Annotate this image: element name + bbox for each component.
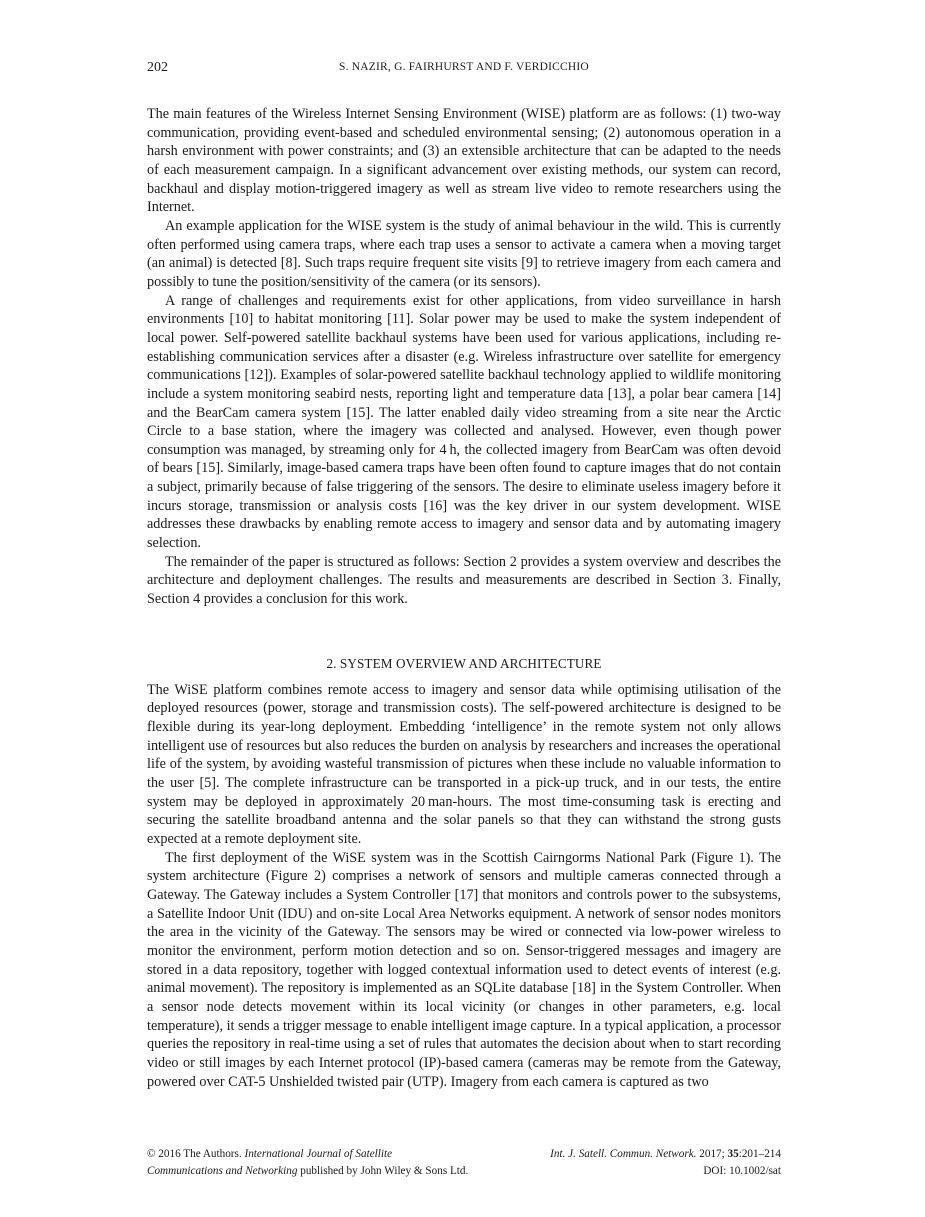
journal-page xyxy=(147,0,781,1217)
page-number: 202 xyxy=(147,60,168,75)
journal-abbrev: Int. J. Satell. Commun. Network. xyxy=(550,1148,697,1160)
journal-pages: :201–214 xyxy=(738,1148,781,1160)
running-header xyxy=(147,60,781,80)
body-text xyxy=(147,105,781,1091)
doi-text: DOI: 10.1002/sat xyxy=(703,1164,781,1177)
journal-year: 2017; xyxy=(699,1148,725,1160)
running-authors: S. NAZIR, G. FAIRHURST AND F. VERDICCHIO xyxy=(339,61,589,73)
journal-name-line1: International Journal of Satellite xyxy=(244,1148,393,1160)
section2-paragraph-2: The first deployment of the WiSE system was in the Scottish Cairngorms National Park (Figure 1). The system architecture (Figure 2) comprises a network of sensors and multiple cameras connected through a Gateway. The Gateway includes a System Controller [17] that monitors and controls power to the subsystems, a Satellite Indoor Unit (IDU) and on-site Local Area Networks equipment. A network of sensor nodes monitors the area in the vicinity of the Gateway. The sensors may be wired or connected via low-power wireless to monitor the environment, perform motion detection and so on. Sensor-triggered messages and imagery are stored in a data repository, together with logged contextual information used to detect events of interest (e.g. animal movement). The repository is implemented as an SQLite database [18] in the System Controller. When a sensor node detects movement within its local vicinity (or changes in other parameters, e.g. local temperature), it sends a trigger message to enable intelligent image capture. In a typical application, a processor queries the repository in real-time using a set of rules that automates the decision about when to start recording video or still images by each Internet protocol (IP)-based camera (cameras may be remote from the Gateway, powered over CAT-5 Unshielded twisted pair (UTP). Imagery from each camera is captured as two xyxy=(147,849,781,1090)
section2-paragraph-1: The WiSE platform combines remote access to imagery and sensor data while optimising utilisation of the deployed resources (power, storage and transmission costs). The self-powered architecture is designed to be flexible during its year-long deployment. Embedding ‘intelligence’ in the remote system not only allows intelligent use of resources but also reduces the burden on analysis by researchers and increases the operational life of the system, by avoiding wasteful transmission of pictures when these include no valuable information to the user [5]. The complete infrastructure can be transported in a pick-up truck, and in our tests, the entire system may be deployed in approximately 20 man-hours. The most time-consuming task is erecting and securing the satellite broadband antenna and the solar panels so that they can withstand the strong gusts expected at a remote deployment site. xyxy=(147,681,781,847)
journal-volume: 35 xyxy=(727,1148,739,1160)
intro-paragraph-3: A range of challenges and requirements exist for other applications, from video surveillance in harsh environments [10] to habitat monitoring [11]. Solar power may be used to make the system independent of local power. Self-powered satellite backhaul systems have been used for various applications, including re-establishing communication services after a disaster (e.g. Wireless infrastructure over satellite for emergency communications [12]). Examples of solar-powered satellite backhaul technology applied to wildlife monitoring include a system monitoring seabird nests, reporting light and temperature data [13], a polar bear camera [14] and the BearCam camera system [15]. The latter enabled daily video streaming from a site near the Arctic Circle to a base station, where the imagery was collected and analysed. However, even though power consumption was managed, by streaming only for 4 h, the collected imagery from BearCam was often devoid of bears [15]. Similarly, image-based camera traps have been often found to capture images that do not contain a subject, primarily because of false triggering of the sensors. The desire to eliminate useless imagery before it incurs storage, transmission or analysis costs [16] was the key driver in our system development. WISE addresses these drawbacks by enabling remote access to imagery and sensor data and by automating imagery selection. xyxy=(147,292,781,552)
journal-name-line2: Communications and Networking xyxy=(147,1164,298,1177)
footer-citation xyxy=(501,1146,781,1179)
intro-paragraph-1: The main features of the Wireless Internet Sensing Environment (WISE) platform are as follows: (1) two-way communication, providing event-based and scheduled environmental sensing; (2) autonomous operation in a harsh environment with power constraints; and (3) an extensible architecture that can be adapted to the needs of each measurement campaign. In a significant advancement over existing methods, our system can record, backhaul and display motion-triggered imagery as well as stream live video to remote researchers using the Internet. xyxy=(147,106,781,216)
intro-paragraph-4: The remainder of the paper is structured as follows: Section 2 provides a system overview and describes the architecture and deployment challenges. The results and measurements are described in Section 3. Finally, Section 4 provides a conclusion for this work. xyxy=(147,553,781,608)
publisher-text: published by John Wiley & Sons Ltd. xyxy=(300,1164,469,1177)
copyright-text: © 2016 The Authors. xyxy=(147,1148,242,1160)
footer-copyright xyxy=(147,1146,527,1179)
section-heading: 2. SYSTEM OVERVIEW AND ARCHITECTURE xyxy=(326,655,602,671)
intro-paragraph-2: An example application for the WISE system is the study of animal behaviour in the wild. This is currently often performed using camera traps, where each trap uses a sensor to activate a camera when a moving target (an animal) is detected [8]. Such traps require frequent site visits [9] to retrieve imagery from each camera and possibly to tune the position/sensitivity of the camera (or its sensors). xyxy=(147,217,781,290)
